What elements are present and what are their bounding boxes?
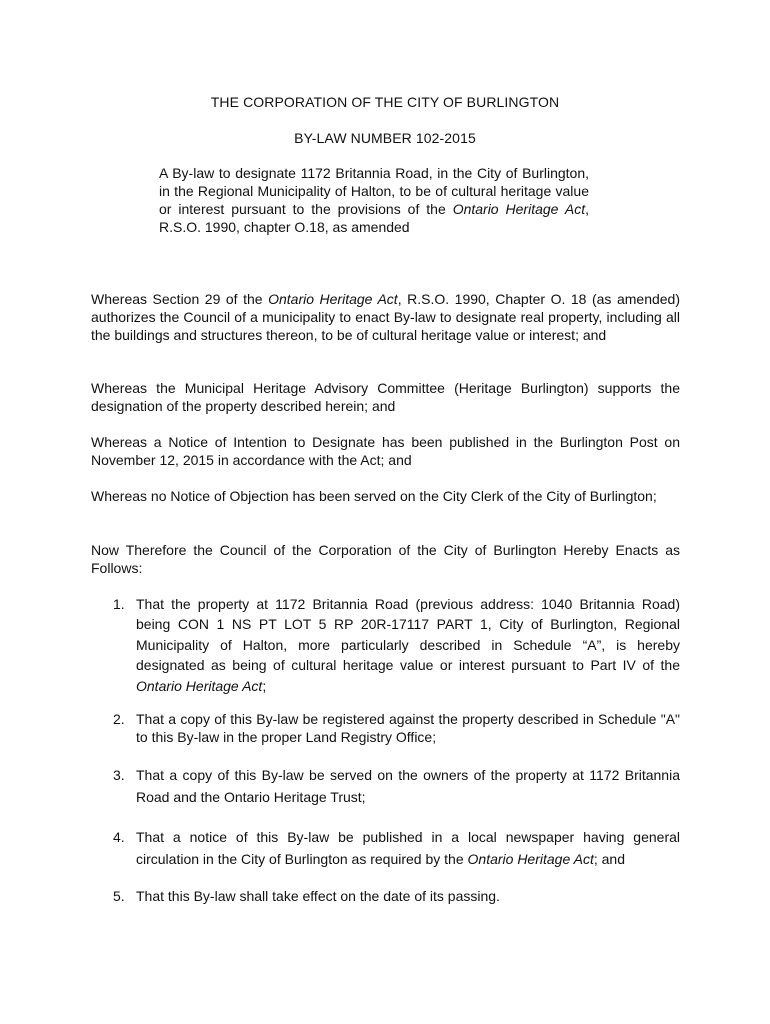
list-item-number: 2.: [113, 711, 125, 727]
list-item-text: [136, 826, 680, 870]
item-1-text-end: ;: [262, 677, 267, 694]
whereas-heritage-committee: Whereas the Municipal Heritage Advisory Committee (Heritage Burlington) supports the designation of the property described herein; and: [91, 380, 680, 414]
item-4-text-end: ; and: [593, 851, 625, 867]
list-item-number: 1.: [113, 596, 125, 612]
whereas-notice-published: Whereas a Notice of Intention to Designate has been published in the Burlington Post on November 12, 2015 in accordance with the Act; and: [91, 434, 680, 468]
list-item-number: 3.: [113, 767, 125, 783]
list-item-text: [136, 594, 680, 696]
corporation-heading: THE CORPORATION OF THE CITY OF BURLINGTON: [210, 94, 560, 110]
preamble-text-start: A By-law to designate 1172 Britannia Road, in the City of Burlington, in the Regional Municipality of Halton, to be of cultural heritage value or interest pursuant to the provisions of the: [159, 165, 589, 217]
item-4-act-name: Ontario Heritage Act: [467, 851, 594, 867]
preamble-text-end: , R.S.O. 1990, chapter O.18, as amended: [159, 201, 589, 235]
item-1-act-name: Ontario Heritage Act: [136, 677, 263, 694]
list-item-text: That this By-law shall take effect on the date of its passing.: [136, 888, 500, 904]
preamble-act-name: Ontario Heritage Act: [452, 201, 586, 217]
enacting-clause: Now Therefore the Council of the Corporation of the City of Burlington Hereby Enacts as Follows:: [91, 542, 680, 576]
list-item-number: 5.: [113, 888, 125, 904]
whereas-section-29: [91, 290, 680, 344]
whereas-1-act-name: Ontario Heritage Act: [268, 291, 398, 307]
bylaw-number: BY-LAW NUMBER 102-2015: [294, 130, 476, 146]
bylaw-preamble: [159, 164, 589, 236]
item-4-text-start: That a notice of this By-law be published in a local newspaper having general circulation in the City of Burlington as required by the: [136, 829, 680, 867]
item-1-text-start: That the property at 1172 Britannia Road (previous address: 1040 Britannia Road) being CON 1 NS PT LOT 5 RP 20R-17117 PART 1, City of Burlington, Regional Municipality of Halton, more particularly described in Schedule “A”, is hereby designated as being of cultural heritage value or interest pursuant to Part IV of the: [136, 596, 680, 674]
list-item-text: That a copy of this By-law be served on the owners of the property at 1172 Britannia Road and the Ontario Heritage Trust;: [136, 767, 680, 805]
whereas-1-start: Whereas Section 29 of the: [91, 291, 269, 307]
list-item-number: 4.: [113, 829, 125, 845]
list-item-text: That a copy of this By-law be registered against the property described in Schedule "A" to this By-law in the proper Land Registry Office;: [136, 711, 680, 745]
whereas-no-objection: Whereas no Notice of Objection has been served on the City Clerk of the City of Burlington;: [91, 488, 657, 504]
whereas-1-end: , R.S.O. 1990, Chapter O. 18 (as amended) authorizes the Council of a municipality to enact By-law to designate real property, including all the buildings and structures thereon, to be of cultural heritage value or interest; and: [91, 291, 681, 343]
